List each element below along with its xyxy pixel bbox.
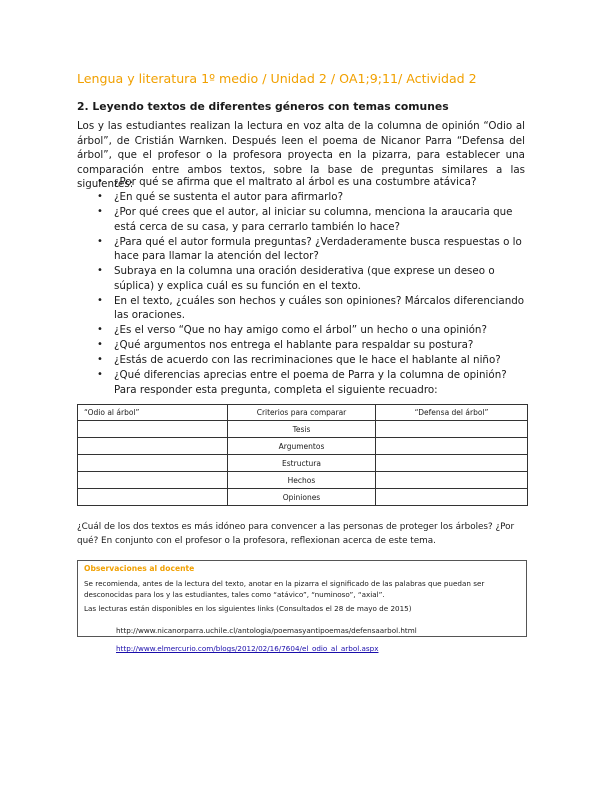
criterion-cell: Opiniones — [228, 489, 376, 506]
closing-paragraph: ¿Cuál de los dos textos es más idóneo para convencer a las personas de proteger los árboles? ¿Por qué? En conjunto con el profesor o la profesora, reflexionan acerca de este tema. — [77, 522, 515, 546]
page-header: Lengua y literatura 1º medio / Unidad 2 / OA1;9;11/ Actividad 2 — [77, 71, 477, 86]
table-row — [78, 438, 528, 455]
answer-cell[interactable] — [376, 489, 528, 506]
teacher-notes-body — [84, 579, 522, 619]
list-item: • ¿Estás de acuerdo con las recriminaciones que le hace el hablante al niño? — [97, 353, 527, 368]
column-link[interactable]: http://www.elmercurio.com/blogs/2012/02/16/7604/el_odio_al_arbol.aspx — [116, 644, 379, 653]
column-header-odio: “Odio al árbol” — [78, 405, 228, 421]
criterion-cell: Argumentos — [228, 438, 376, 455]
comparison-table — [77, 404, 528, 506]
question-list — [97, 175, 527, 398]
answer-cell[interactable] — [376, 472, 528, 489]
criterion-cell: Tesis — [228, 421, 376, 438]
list-item: • ¿Por qué crees que el autor, al iniciar su columna, menciona la araucaria que está cerca de su casa, y para cerrarlo también lo hace? — [97, 205, 527, 234]
answer-cell[interactable] — [78, 455, 228, 472]
column-header-criterios: Criterios para comparar — [228, 405, 376, 421]
section-title: 2. Leyendo textos de diferentes géneros con temas comunes — [77, 100, 449, 113]
poem-link[interactable]: http://www.nicanorparra.uchile.cl/antologia/poemasyantipoemas/defensaarbol.html — [116, 626, 417, 635]
list-item: • ¿Por qué se afirma que el maltrato al árbol es una costumbre atávica? — [97, 175, 527, 190]
criterion-cell: Estructura — [228, 455, 376, 472]
table-row — [78, 421, 528, 438]
list-item: • Subraya en la columna una oración desiderativa (que exprese un deseo o súplica) y explica cuál es su función en el texto. — [97, 264, 527, 293]
answer-cell[interactable] — [78, 421, 228, 438]
answer-cell[interactable] — [376, 438, 528, 455]
answer-cell[interactable] — [376, 421, 528, 438]
table-header-row — [78, 405, 528, 421]
criterion-cell: Hechos — [228, 472, 376, 489]
answer-cell[interactable] — [78, 489, 228, 506]
teacher-notes-title: Observaciones al docente — [84, 564, 195, 573]
table-row — [78, 489, 528, 506]
table-row — [78, 455, 528, 472]
answer-cell[interactable] — [376, 455, 528, 472]
list-item: • ¿En qué se sustenta el autor para afirmarlo? — [97, 190, 527, 205]
intro-paragraph: Los y las estudiantes realizan la lectura en voz alta de la columna de opinión “Odio al árbol”, de Cristián Warnken. Después leen el poema de Nicanor Parra “Defensa del árbol”, que el profesor o la profesora proyecta en la pizarra, para establecer una comparación entre ambos textos, sobre la base de preguntas similares a las siguientes: — [77, 120, 525, 190]
list-item: • ¿Es el verso “Que no hay amigo como el árbol” un hecho o una opinión? — [97, 323, 527, 338]
answer-cell[interactable] — [78, 438, 228, 455]
note-paragraph: Se recomienda, antes de la lectura del texto, anotar en la pizarra el significado de las palabras que puedan ser desconocidas para los y las estudiantes, tales como “atávico”, “numinoso”, “axial”. — [84, 579, 485, 599]
list-item: • ¿Qué diferencias aprecias entre el poema de Parra y la columna de opinión? Para responder esta pregunta, completa el siguiente recuadro: — [97, 368, 527, 397]
list-item: • En el texto, ¿cuáles son hechos y cuáles son opiniones? Márcalos diferenciando las oraciones. — [97, 294, 527, 323]
list-item: • ¿Para qué el autor formula preguntas? ¿Verdaderamente busca respuestas o lo hace para llamar la atención del lector? — [97, 235, 527, 264]
list-item: • ¿Qué argumentos nos entrega el hablante para respaldar su postura? — [97, 338, 527, 353]
answer-cell[interactable] — [78, 472, 228, 489]
note-paragraph: Las lecturas están disponibles en los siguientes links (Consultados el 28 de mayo de 2015) — [84, 604, 412, 613]
column-header-defensa: “Defensa del árbol” — [376, 405, 528, 421]
table-row — [78, 472, 528, 489]
